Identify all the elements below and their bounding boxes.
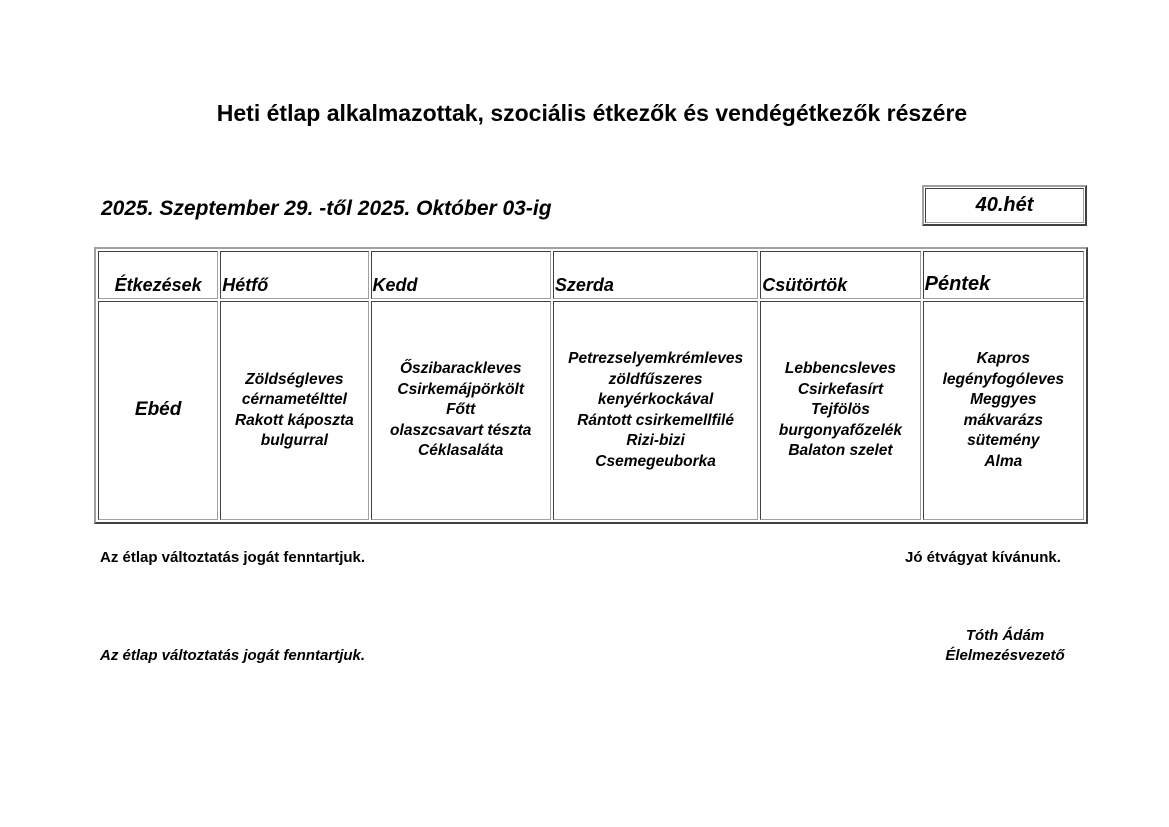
menu-item: Meggyes (970, 391, 1037, 408)
header-thursday: Csütörtök (760, 251, 920, 299)
menu-item: Lebbencsleves (784, 360, 897, 378)
header-friday: Péntek (923, 251, 1084, 299)
menu-item: Csemegeuborka (595, 452, 716, 470)
menu-item: Főtt (446, 401, 476, 419)
change-notice-italic: Az étlap változtatás jogát fenntartjuk. (100, 647, 366, 664)
menu-cell-tuesday (371, 301, 551, 520)
menu-item: burgonyafőzelék (778, 421, 903, 439)
weekly-menu-table (94, 247, 1088, 524)
menu-item: Csirkefasírt (797, 380, 884, 398)
menu-item: olaszcsavart tészta (390, 421, 532, 439)
document-title: Heti étlap alkalmazottak, szociális étkezők és vendégétkezők részére (216, 100, 968, 126)
menu-item: mákvarázs (963, 411, 1043, 429)
menu-cell-monday (220, 301, 368, 520)
menu-item: Balaton szelet (788, 442, 893, 460)
signature-block (925, 626, 1085, 666)
menu-item: bulgurral (260, 432, 328, 449)
header-meals: Étkezések (98, 251, 218, 299)
menu-item: Rántott csirkemellfilé (577, 411, 734, 429)
change-notice: Az étlap változtatás jogát fenntartjuk. (100, 549, 366, 566)
menu-item: Zöldségleves (245, 370, 344, 388)
greeting-text: Jó étvágyat kívánunk. (905, 549, 1061, 566)
meal-label-lunch: Ebéd (98, 301, 218, 520)
signature-title: Élelmezésvezető (945, 647, 1065, 664)
menu-cell-friday (923, 301, 1084, 520)
header-tuesday: Kedd (371, 251, 551, 299)
menu-item: Rizi-bizi (626, 432, 685, 449)
date-range: 2025. Szeptember 29. -től 2025. Október 03-ig (101, 197, 552, 220)
menu-item: Őszibarackleves (399, 360, 522, 378)
signature-name: Tóth Ádám (965, 627, 1045, 644)
menu-cell-thursday (760, 301, 920, 520)
menu-item: Petrezselyemkrémleves (568, 350, 744, 367)
menu-item: sütemény (967, 432, 1040, 449)
menu-item: Tejfölös (811, 401, 870, 419)
menu-item: legényfogóleves (942, 370, 1065, 388)
header-monday: Hétfő (220, 251, 368, 299)
header-row (98, 251, 1084, 299)
menu-cell-wednesday (553, 301, 758, 520)
header-wednesday: Szerda (553, 251, 758, 299)
menu-item: cérnametélttel (241, 391, 347, 408)
menu-item: Csirkemájpörkölt (397, 380, 525, 398)
menu-item: Kapros (976, 350, 1031, 367)
menu-item: Alma (984, 452, 1023, 470)
menu-item: kenyérkockával (597, 391, 714, 408)
week-number-box (922, 185, 1087, 226)
week-number-label: 40.hét (925, 188, 1084, 223)
menu-item: Rakott káposzta (234, 411, 354, 429)
menu-item: zöldfűszeres (608, 370, 703, 388)
table-row-lunch (98, 301, 1084, 520)
menu-item: Céklasaláta (418, 442, 504, 460)
